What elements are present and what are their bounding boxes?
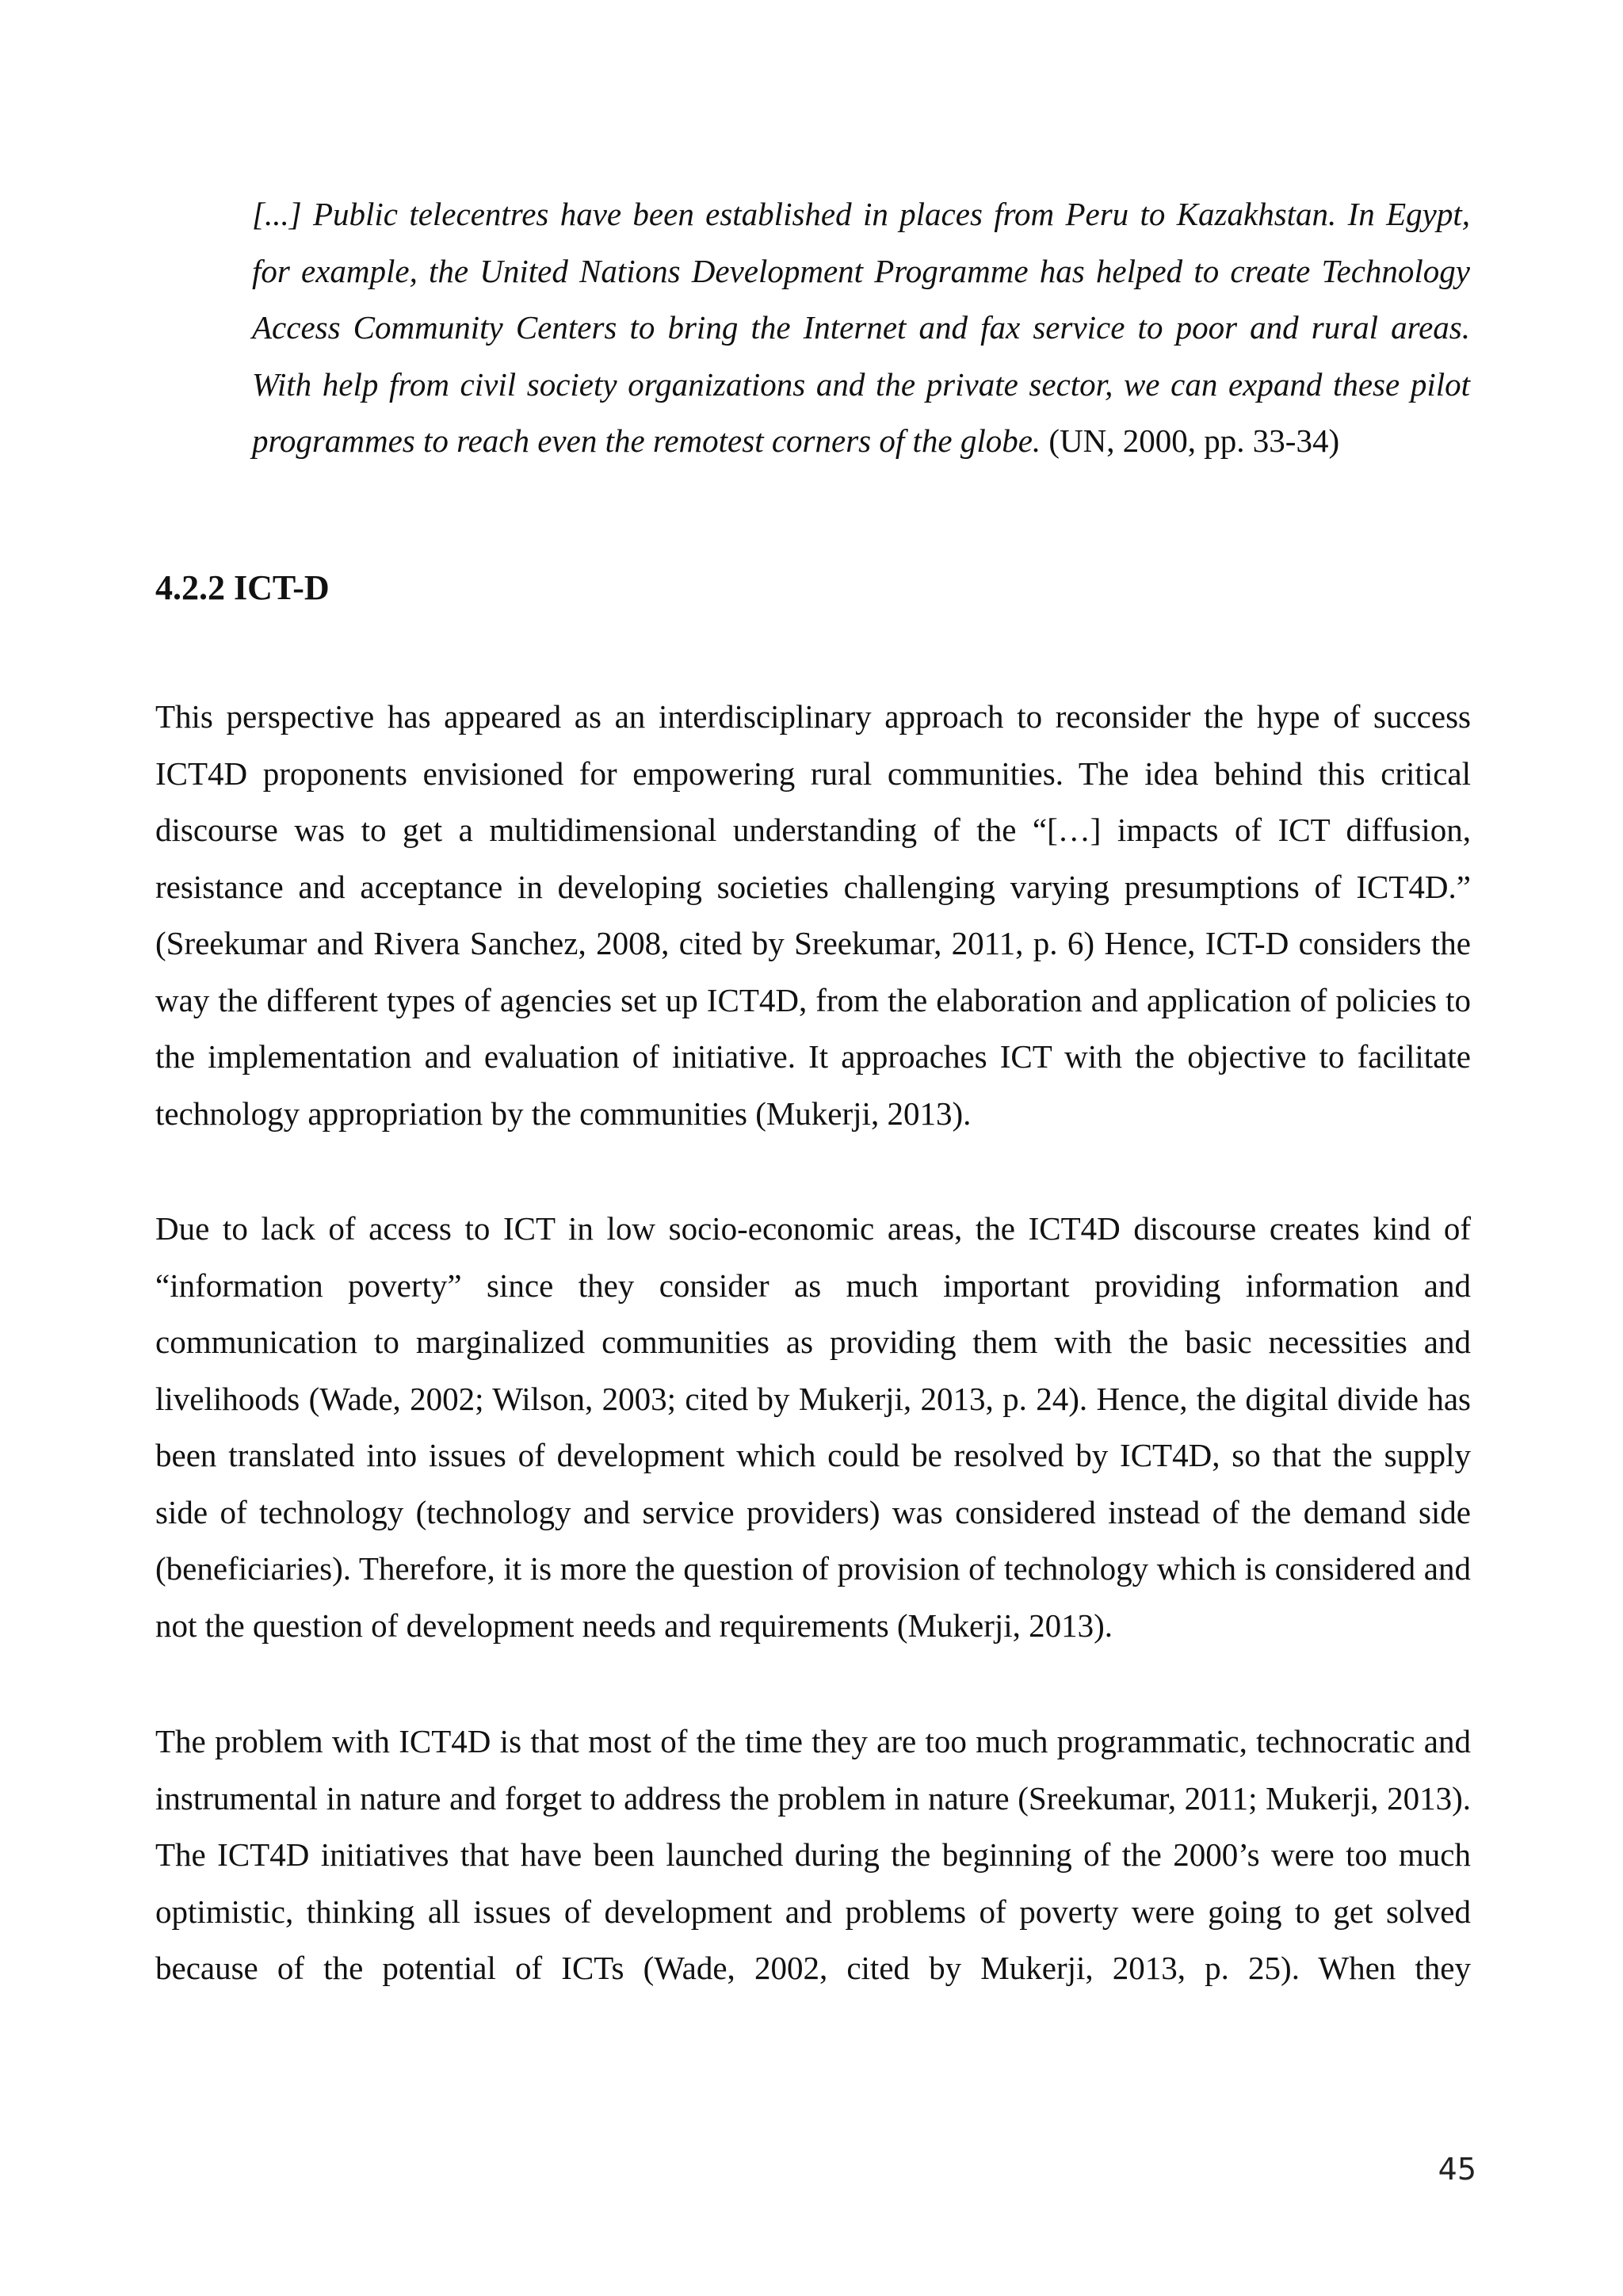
quote-text: [...] Public telecentres have been established in places from Peru to Kazakhstan. In Egypt, for example, the United Nations Development Programme has helped to create Technology Access Community Centers to bring the Internet and fax service to poor and rural areas. With help from civil society organizations and the private sector, we can expand these pilot programmes to reach even the remotest corners of the globe.: [252, 196, 1470, 459]
paragraph-2: Due to lack of access to ICT in low socio-economic areas, the ICT4D discourse creates kind of “information poverty” since they consider as much important providing information and communication to marginalized communities as providing them with the basic necessities and livelihoods (Wade, 2002; Wilson, 2003; cited by Mukerji, 2013, p. 24). Hence, the digital divide has been translated into issues of development which could be resolved by ICT4D, so that the supply side of technology (technology and service providers) was considered instead of the demand side (beneficiaries). Therefore, it is more the question of provision of technology which is considered and not the question of development needs and requirements (Mukerji, 2013).: [155, 1210, 1471, 1644]
quote-citation: (UN, 2000, pp. 33-34): [1041, 422, 1340, 459]
paragraph-1: This perspective has appeared as an interdisciplinary approach to reconsider the hype of success ICT4D proponents envisioned for empowering rural communities. The idea behind this critical discourse was to get a multidimensional understanding of the “[…] impacts of ICT diffusion, resistance and acceptance in developing societies challenging varying presumptions of ICT4D.” (Sreekumar and Rivera Sanchez, 2008, cited by Sreekumar, 2011, p. 6) Hence, ICT-D considers the way the different types of agencies set up ICT4D, from the elaboration and application of policies to the implementation and evaluation of initiative. It approaches ICT with the objective to facilitate technology appropriation by the communities (Mukerji, 2013).: [155, 698, 1471, 1132]
paragraph-3: The problem with ICT4D is that most of the time they are too much programmatic, technocratic and instrumental in nature and forget to address the problem in nature (Sreekumar, 2011; Mukerji, 2013). The ICT4D initiatives that have been launched during the beginning of the 2000’s were too much optimistic, thinking all issues of development and problems of poverty were going to get solved because of the potential of ICTs (Wade, 2002, cited by Mukerji, 2013, p. 25). When they: [155, 1723, 1471, 1986]
block-quote: [252, 186, 1470, 470]
page-number: 45: [1438, 2152, 1476, 2187]
section-heading: 4.2.2 ICT-D: [155, 568, 330, 607]
